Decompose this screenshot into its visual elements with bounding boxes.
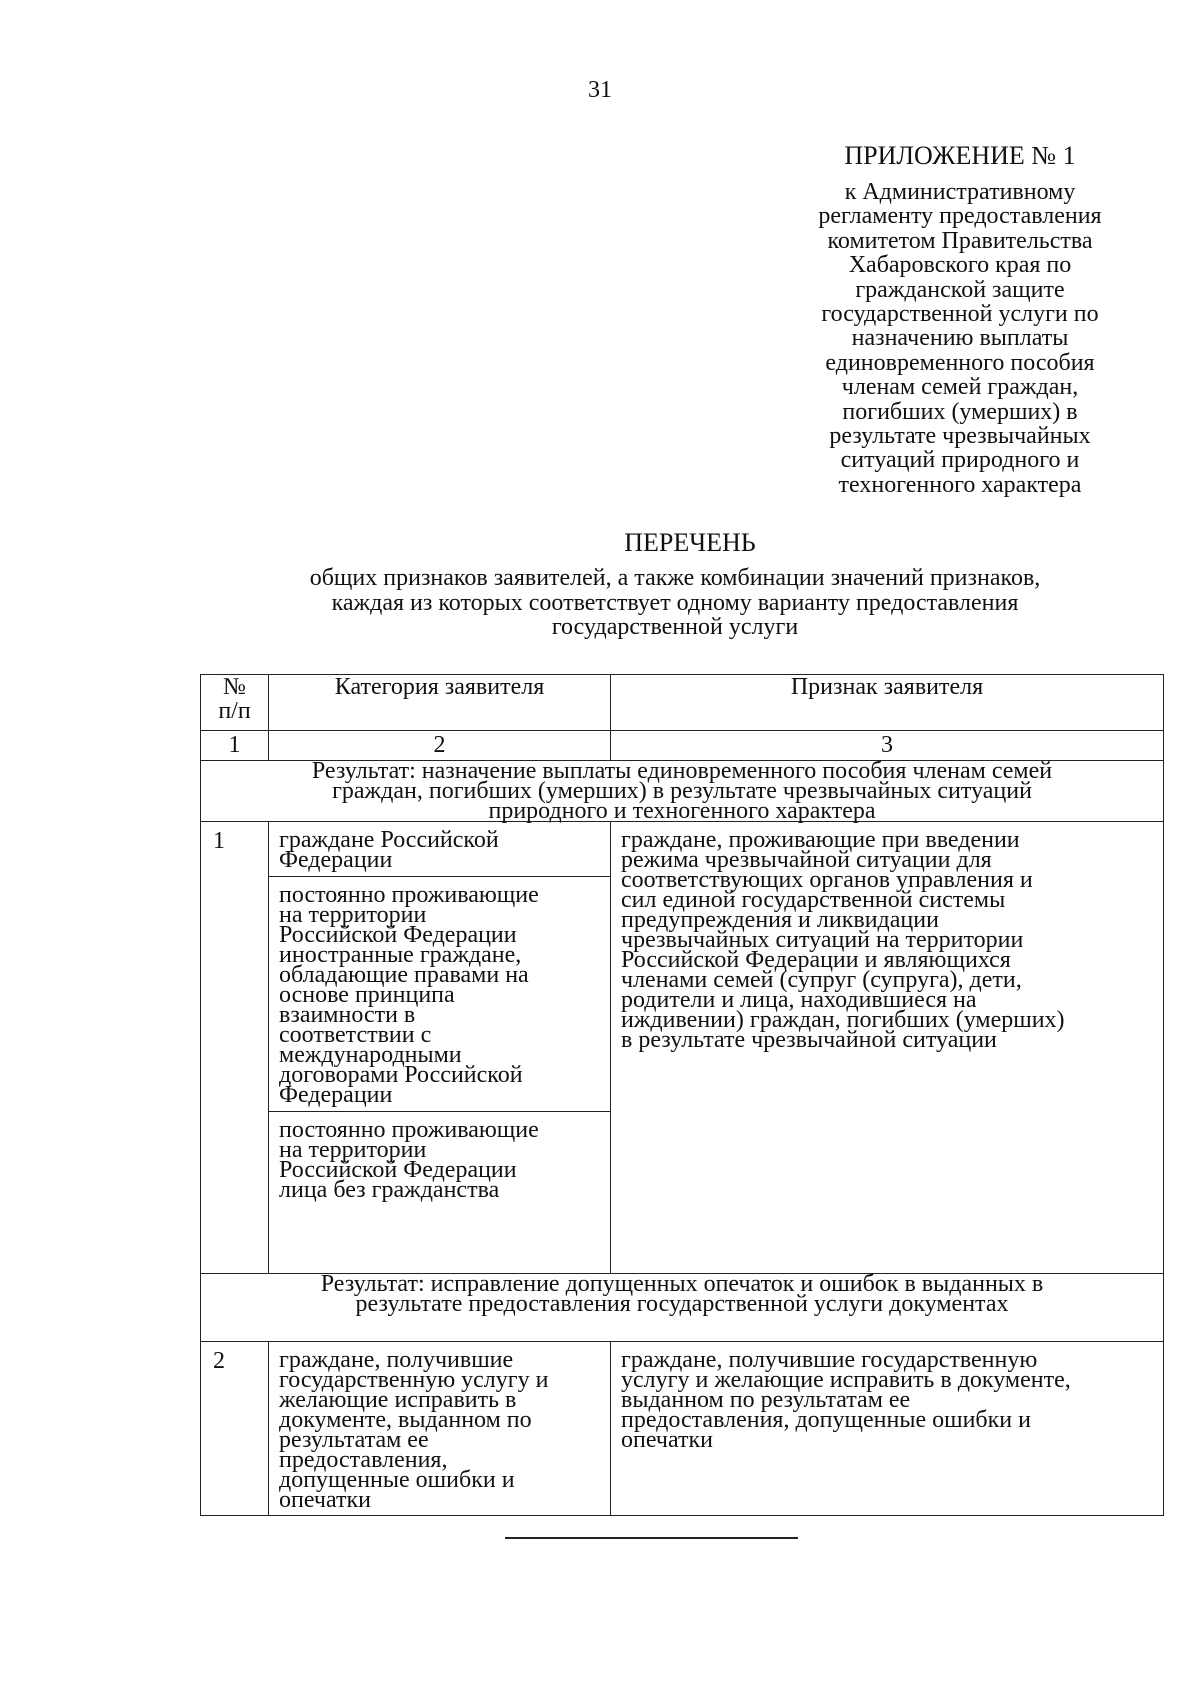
appendix-line: назначению выплаты [851,325,1069,352]
appendix-line: погибших (умерших) в [842,398,1078,425]
category-cell [269,822,611,1274]
end-divider [505,1537,798,1539]
row-number: 2 [201,1342,269,1516]
list-title: ПЕРЕЧЕНЬ [624,528,756,557]
header-sign: Признак заявителя [611,675,1164,731]
appendix-text [770,180,1150,497]
header-number: № п/п [201,675,269,731]
header-category: Категория заявителя [269,675,611,731]
result-row-2 [201,1274,1164,1342]
result-cell: Результат: назначение выплаты единовременного пособия членам семей граждан, погибших (умерших) в результате чрезвычайных ситуаций природного и техногенного характера [201,761,1164,822]
appendix-line: государственной услуги по [821,301,1099,328]
table-row [201,822,1164,1274]
list-subtitle-line: общих признаков заявителей, а также комбинации значений признаков, [309,565,1041,591]
appendix-line: комитетом Правительства [827,227,1093,254]
category-citizens: граждане Российской Федерации [269,822,610,877]
appendix-line: результате чрезвычайных [829,423,1091,450]
list-subtitle-line: государственной услуги [551,614,799,640]
table-row [201,1342,1164,1516]
category-stateless: постоянно проживающие на территории Российской Федерации лица без гражданства [279,1117,539,1203]
category-cell: граждане, получившие государственную услугу и желающие исправить в документе, выданном по результатам ее предоставления, допущенные ошибки и опечатки [269,1342,611,1516]
row-number: 1 [201,822,269,1274]
appendix-line: к Административному [844,179,1076,205]
column-number: 1 [201,731,269,761]
appendix-line: регламенту предоставления [818,203,1102,230]
appendix-line: техногенного характера [838,471,1082,498]
appendix-line: гражданской защите [855,276,1065,303]
appendix-block [770,140,1150,497]
result-cell: Результат: исправление допущенных опечаток и ошибок в выданных в результате предоставления государственной услуги документах [201,1274,1164,1342]
column-number: 3 [611,731,1164,761]
result-row-1 [201,761,1164,822]
list-subtitle [230,566,1120,640]
sign-cell: граждане, получившие государственную услугу и желающие исправить в документе, выданном по результатам ее предоставления, допущенные ошибки и опечатки [611,1342,1164,1516]
page-number: 31 [588,77,612,103]
appendix-line: Хабаровского края по [848,252,1072,279]
column-numbers-row [201,731,1164,761]
list-subtitle-line: каждая из которых соответствует одному варианту предоставления [331,589,1019,616]
appendix-line: членам семей граждан, [841,374,1079,401]
category-foreign-citizens: постоянно проживающие на территории Российской Федерации иностранные граждане, обладающие правами на основе принципа взаимности в соответствии с международными договорами Российской Федерации [269,877,610,1112]
appendix-title: ПРИЛОЖЕНИЕ № 1 [844,141,1076,170]
column-number: 2 [269,731,611,761]
applicants-table [200,674,1164,1516]
sign-cell: граждане, проживающие при введении режима чрезвычайной ситуации для соответствующих органов управления и сил единой государственной системы предупреждения и ликвидации чрезвычайных ситуаций на территории Российской Федерации и являющихся членами семей (супруг (супруга), дети, родители и лица, находившиеся на иждивении) граждан, погибших (умерших) в результате чрезвычайной ситуации [611,822,1164,1274]
table-header-row [201,675,1164,731]
appendix-line: ситуаций природного и [840,447,1080,474]
appendix-line: единовременного пособия [825,349,1095,376]
